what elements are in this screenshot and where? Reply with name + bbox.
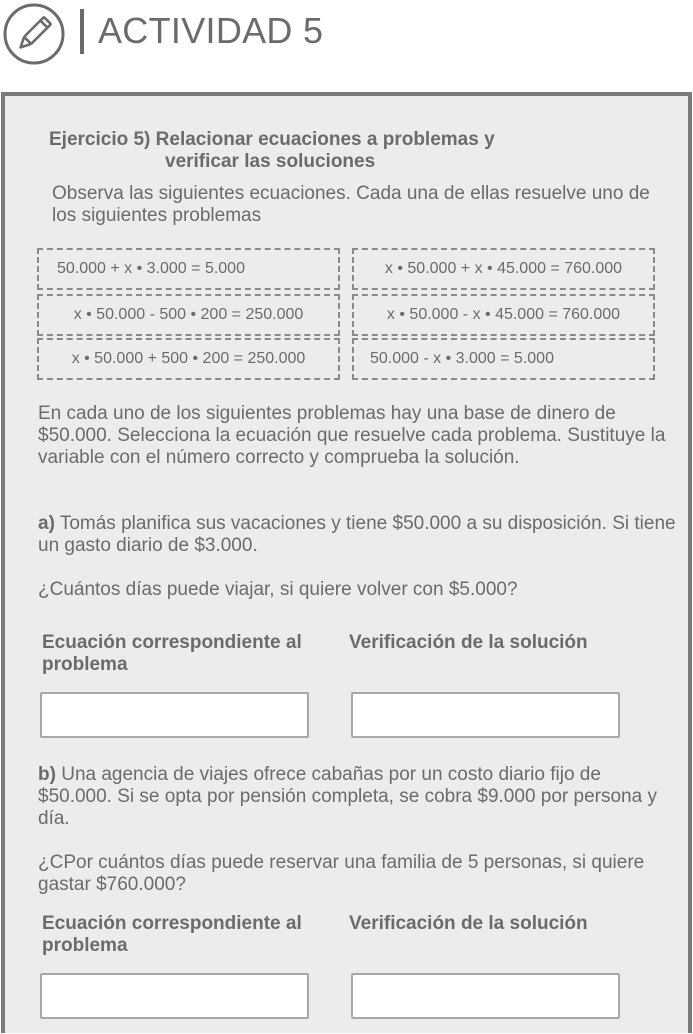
- exercise-intro: Observa las siguientes ecuaciones. Cada una de ellas resuelve uno de los siguientes problemas: [52, 183, 650, 226]
- equation-card[interactable]: x • 50.000 - x • 45.000 = 760.000: [352, 294, 655, 336]
- pencil-icon: [3, 3, 65, 65]
- header-divider: [80, 9, 84, 54]
- problem-a-verification-answer-box[interactable]: [351, 692, 620, 738]
- problem-b-letter: b): [38, 764, 56, 785]
- equation-card[interactable]: 50.000 - x • 3.000 = 5.000: [352, 338, 655, 380]
- problem-a-statement: Tomás planifica sus vacaciones y tiene $50.000 a su disposición. Si tiene un gasto diario de $3.000.: [38, 513, 676, 556]
- equation-card[interactable]: x • 50.000 + x • 45.000 = 760.000: [352, 248, 655, 290]
- problem-b-equation-answer-box[interactable]: [40, 973, 309, 1019]
- problem-b-verification-label: Verificación de la solución: [349, 913, 588, 934]
- problem-a-letter: a): [38, 513, 55, 534]
- problem-b-equation-label: Ecuación correspondiente al problema: [42, 913, 302, 956]
- equation-card[interactable]: x • 50.000 + 500 • 200 = 250.000: [37, 338, 340, 380]
- problem-a-question: ¿Cuántos días puede viajar, si quiere volver con $5.000?: [38, 579, 518, 600]
- problem-b-text: [38, 764, 678, 830]
- page-title: ACTIVIDAD 5: [98, 10, 324, 51]
- instructions-text: En cada uno de los siguientes problemas hay una base de dinero de $50.000. Selecciona la ecuación que resuelve cada problema. Sustituye la variable con el número correcto y comprueba la solución.: [38, 403, 666, 468]
- problem-b-verification-answer-box[interactable]: [351, 973, 620, 1019]
- problem-a-text: [38, 513, 678, 557]
- problem-a-verification-label: Verificación de la solución: [349, 632, 588, 653]
- activity-header: [0, 0, 693, 70]
- equation-card[interactable]: 50.000 + x • 3.000 = 5.000: [37, 248, 340, 290]
- exercise-title-line1: Ejercicio 5) Relacionar ecuaciones a problemas y: [49, 129, 495, 150]
- problem-a-equation-label: Ecuación correspondiente al problema: [42, 632, 302, 675]
- exercise-title: [49, 129, 495, 173]
- exercise-title-line2: verificar las soluciones: [165, 151, 376, 172]
- problem-a-equation-answer-box[interactable]: [40, 692, 309, 738]
- problem-b-question: ¿CPor cuántos días puede reservar una familia de 5 personas, si quiere gastar $760.000?: [38, 852, 645, 895]
- equation-card[interactable]: x • 50.000 - 500 • 200 = 250.000: [37, 294, 340, 336]
- problem-b-statement: Una agencia de viajes ofrece cabañas por un costo diario fijo de $50.000. Si se opta por pensión completa, se cobra $9.000 por persona y día.: [38, 764, 657, 829]
